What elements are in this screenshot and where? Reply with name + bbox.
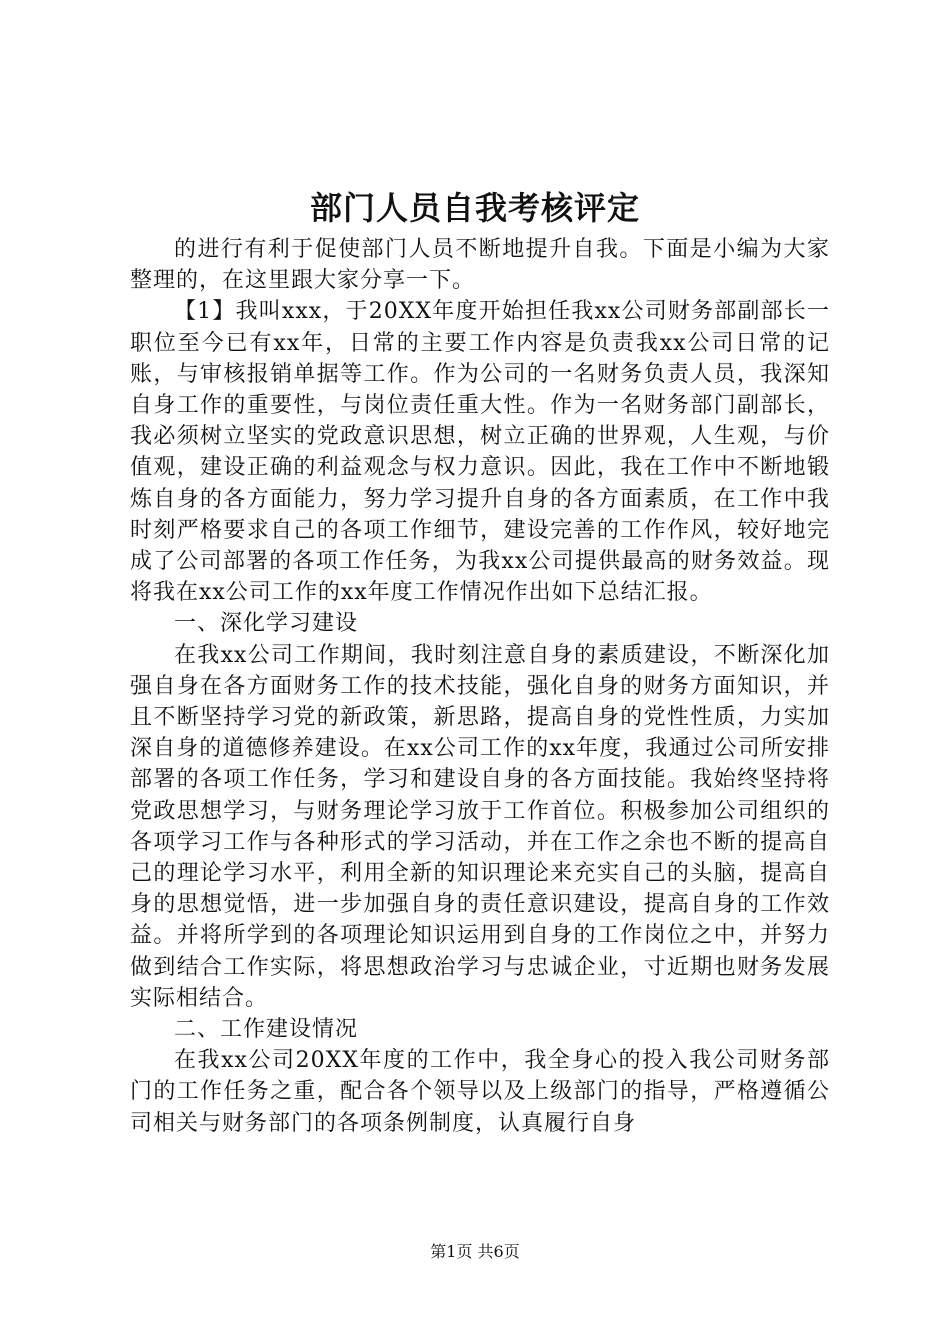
body-paragraph-3: 在我xx公司20XX年度的工作中，我全身心的投入我公司财务部门的工作任务之重，配合各个领导以及上级部门的指导，严格遵循公司相关与财务部门的各项条例制度，认真履行自身 [130, 1048, 830, 1136]
intro-paragraph: 的进行有利于促使部门人员不断地提升自我。下面是小编为大家整理的，在这里跟大家分享一下。 [130, 237, 830, 294]
page-number-footer: 第1页 共6页 [430, 1242, 520, 1261]
document-body [130, 234, 830, 1139]
body-paragraph-1: 【1】我叫xxx，于20XX年度开始担任我xx公司财务部副部长一职位至今已有xx年，日常的主要工作内容是负责我xx公司日常的记账，与审核报销单据等工作。作为公司的一名财务负责人员，我深知自身工作的重要性，与岗位责任重大性。作为一名财务部门副部长，我必须树立坚实的党政意识思想，树立正确的世界观，人生观，与价值观，建设正确的利益观念与权力意识。因此，我在工作中不断地锻炼自身的各方面能力，努力学习提升自身的各方面素质，在工作中我时刻严格要求自己的各项工作细节，建设完善的工作作风，较好地完成了公司部署的各项工作任务，为我xx公司提供最高的财务效益。现将我在xx公司工作的xx年度工作情况作出如下总结汇报。 [130, 299, 830, 606]
document-title: 部门人员自我考核评定 [309, 189, 640, 227]
body-paragraph-2: 在我xx公司工作期间，我时刻注意自身的素质建设，不断深化加强自身在各方面财务工作的技术技能，强化自身的财务方面知识，并且不断坚持学习党的新政策，新思路，提高自身的党性性质，力实加深自身的道德修养建设。在xx公司工作的xx年度，我通过公司所安排部署的各项工作任务，学习和建设自身的各方面技能。我始终坚持将党政思想学习，与财务理论学习放于工作首位。积极参加公司组织的各项学习工作与各种形式的学习活动，并在工作之余也不断的提高自己的理论学习水平，利用全新的知识理论来充实自己的头脑，提高自身的思想觉悟，进一步加强自身的责任意识建设，提高自身的工作效益。并将所学到的各项理论知识运用到自身的工作岗位之中，并努力做到结合工作实际，将思想政治学习与忠诚企业，寸近期也财务发展实际相结合。 [130, 642, 830, 1011]
section-heading-2: 二、工作建设情况 [174, 1017, 359, 1043]
section-heading-1: 一、深化学习建设 [174, 611, 359, 637]
